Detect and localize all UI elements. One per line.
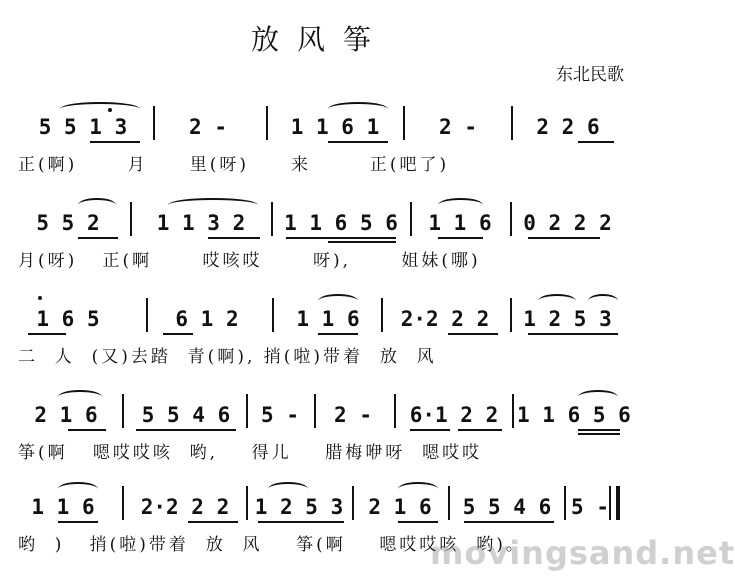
notation-measure: 5 -: [261, 403, 299, 427]
notes-line: [18, 304, 622, 334]
notation-measure: 1 1 6 5 6: [284, 211, 398, 235]
underline-beam: [68, 429, 106, 431]
notation-measure: 6·1 2 2: [409, 403, 499, 427]
measure: [18, 208, 118, 238]
underline-beam: [578, 433, 620, 435]
notation-measure: 5 5 1 3: [38, 115, 128, 139]
lyrics-line: 月(呀) 正(啊 哎咳哎 呀), 姐妹(哪): [18, 251, 481, 271]
notation-measure: 1 6 5: [36, 307, 100, 331]
bar-line: [512, 394, 514, 428]
notation-measure: 5 -: [571, 495, 609, 519]
underline-beam: [78, 237, 118, 239]
underline-beam: [328, 141, 388, 143]
staff-row-1: [18, 112, 622, 180]
notation-measure: 1 1 6: [428, 211, 492, 235]
slur-mark: [538, 294, 576, 308]
final-bar-line: [616, 486, 620, 520]
song-title: 放风筝: [250, 23, 389, 56]
notation-measure: 2 1 6: [34, 403, 98, 427]
underline-beam: [578, 429, 620, 431]
underline-beam: [328, 241, 396, 243]
notation-measure: 2 -: [439, 115, 477, 139]
notes-line: [18, 208, 622, 238]
slur-mark: [588, 294, 618, 308]
notes-line: [18, 400, 631, 430]
underline-beam: [90, 141, 140, 143]
notation-measure: 0 2 2 2: [523, 211, 612, 235]
measure: [18, 492, 108, 522]
measure: [18, 304, 118, 334]
bar-line: [510, 298, 512, 332]
underline-beam: [208, 237, 260, 239]
slur-mark: [58, 390, 102, 404]
slur-mark: [268, 482, 308, 496]
measure: [250, 400, 310, 430]
measure: [270, 112, 400, 142]
bar-line: [246, 394, 248, 428]
notation-measure: 6 1 2: [175, 307, 239, 331]
slur-mark: [398, 482, 438, 496]
measure: [516, 112, 620, 142]
underline-beam: [448, 333, 498, 335]
underline-beam: [528, 237, 600, 239]
notation-measure: 2 -: [189, 115, 227, 139]
slur-mark: [60, 102, 140, 116]
underline-beam: [438, 237, 483, 239]
slur-mark: [78, 198, 116, 212]
measure: [158, 112, 258, 142]
watermark-text: movingsand.net: [430, 534, 735, 572]
measure: [128, 492, 242, 522]
bar-line: [381, 298, 383, 332]
lyrics-line: 筝(啊 嗯哎哎咳 哟, 得儿 腊梅咿呀 嗯哎哎: [18, 443, 483, 463]
bar-line: [146, 298, 148, 332]
bar-line: [266, 106, 268, 140]
bar-line: [130, 202, 132, 236]
notation-measure: 1 2 5 3: [523, 307, 612, 331]
underline-beam: [458, 429, 502, 431]
notation-measure: 2 2 6: [536, 115, 600, 139]
measure: [568, 492, 612, 522]
notes-line: [18, 492, 622, 522]
notation-measure: 1 1 6: [296, 307, 360, 331]
underline-beam: [398, 521, 438, 523]
notation-measure: 1 2 5 3: [254, 495, 344, 519]
bar-line: [564, 486, 566, 520]
underline-beam: [58, 521, 98, 523]
measure: [18, 112, 148, 142]
measure: [515, 208, 620, 238]
underline-beam: [286, 237, 396, 239]
underline-beam: [318, 333, 358, 335]
notation-measure: 2 -: [334, 403, 372, 427]
measure: [136, 208, 266, 238]
bar-line: [122, 486, 124, 520]
notation-measure: 1 1 3 2: [156, 211, 246, 235]
measure: [128, 400, 244, 430]
measure: [515, 304, 620, 334]
bar-line: [352, 486, 354, 520]
underline-beam: [136, 429, 236, 431]
slur-mark: [328, 102, 388, 116]
underline-beam: [28, 333, 66, 335]
notation-measure: 5 5 4 6: [462, 495, 552, 519]
measure: [250, 492, 348, 522]
octave-dot: [38, 296, 42, 300]
measure: [18, 400, 114, 430]
underline-beam: [410, 429, 450, 431]
lyrics-line: 正(啊) 月 里(呀) 来 正(吧了): [18, 155, 450, 175]
notation-measure: 1 1 6: [31, 495, 95, 519]
bar-line: [448, 486, 450, 520]
staff-row-2: [18, 208, 622, 276]
measure: [152, 304, 262, 334]
bar-line: [511, 106, 513, 140]
notation-measure: 5 5 2: [36, 211, 100, 235]
bar-line: [510, 202, 512, 236]
measure: [386, 304, 504, 334]
notation-measure: 2·2 2 2: [140, 495, 230, 519]
staff-row-3: [18, 304, 622, 372]
staff-row-4: [18, 400, 631, 468]
notation-measure: 1 1 6 5 6: [517, 403, 631, 427]
underline-beam: [528, 333, 618, 335]
notation-measure: 1 1 6 1: [290, 115, 380, 139]
measure: [408, 112, 508, 142]
measure: [517, 400, 631, 430]
notes-line: [18, 112, 622, 142]
bar-line: [153, 106, 155, 140]
bar-line: [122, 394, 124, 428]
notation-measure: 2·2 2 2: [400, 307, 490, 331]
notation-measure: 5 5 4 6: [141, 403, 231, 427]
bar-line: [271, 202, 273, 236]
bar-line: [403, 106, 405, 140]
bar-line: [394, 394, 396, 428]
lyrics-line: 哟 ) 捎(啦)带着 放 风 筝(啊 嗯哎哎咳 哟)。: [18, 535, 526, 555]
measure: [276, 208, 406, 238]
underline-beam: [464, 521, 554, 523]
measure: [278, 304, 378, 334]
measure: [356, 492, 444, 522]
underline-beam: [258, 521, 344, 523]
slur-mark: [318, 294, 358, 308]
octave-dot: [108, 108, 112, 112]
bar-line: [246, 486, 248, 520]
underline-beam: [163, 333, 193, 335]
bar-line: [272, 298, 274, 332]
underline-beam: [188, 521, 238, 523]
slur-mark: [438, 198, 483, 212]
slur-mark: [168, 198, 258, 212]
measure: [318, 400, 388, 430]
bar-line: [410, 202, 412, 236]
underline-beam: [578, 141, 614, 143]
measure: [454, 492, 560, 522]
notation-measure: 2 1 6: [368, 495, 432, 519]
lyrics-line: 二 人 (又)去踏 青(啊), 捎(啦)带着 放 风: [18, 347, 437, 367]
slur-mark: [578, 390, 618, 404]
measure: [415, 208, 505, 238]
measure: [400, 400, 508, 430]
bar-line: [314, 394, 316, 428]
slur-mark: [58, 482, 98, 496]
song-origin: 东北民歌: [556, 65, 624, 85]
